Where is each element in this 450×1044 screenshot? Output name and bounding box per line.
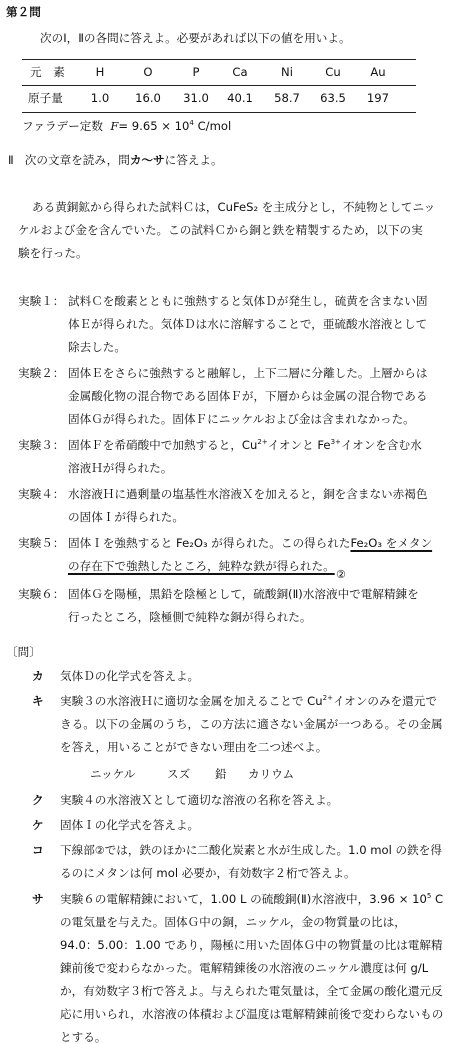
atomic-mass-cell: 1.0 [90,91,110,105]
exp6-label: 実験６： [18,587,65,601]
table-row-label-mass: 原子量 [28,91,63,105]
exp4-line: 水溶液Ｈに過剰量の塩基性水溶液Ｘを加えると，銅を含まない赤褐色 [68,487,428,501]
element-symbol-cell: O [143,65,153,79]
question-sa-line: とする。 [60,1030,107,1044]
section-heading [8,155,223,167]
question-ko-line2: るのにメタンは何 mol 必要か，有効数字２桁で答えよ。 [60,866,356,880]
question-sa-line: 94.0：5.00：1.00 であり，陽極に用いた固体Ｇ中の物質量の比は電解精 [60,938,443,952]
exp1-line: 試料Ｃを酸素とともに強熱すると気体Ｄが発生し，硫黄を含まない固 [68,294,428,308]
section-text-post: に答えよ。 [164,153,223,167]
exp1-line: 除去した。 [68,340,126,354]
exp5-text: 固体Ｉを強熱すると Fe₂O₃ が得られた。この得られた [68,536,351,550]
question-ke-text: 固体Ｉの化学式を答えよ。 [60,818,200,832]
element-symbol-cell: Ca [232,65,248,79]
exp6-line: 固体Ｇを陽極，黒鉛を陰極として，硫酸銅(Ⅱ)水溶液中で電解精錬を [68,587,419,601]
table-rule-top [22,59,416,60]
exp3-text: イオンを含む水 [340,438,422,452]
faraday-exponent: 4 [189,119,194,127]
question-ki-text: イオンのみを還元で [332,694,437,708]
exp4-label: 実験４： [18,487,65,501]
underline-reference-2: ② [94,844,105,857]
exp1-label: 実験１： [18,294,65,308]
question-ko-line1 [60,845,442,857]
intro-text: 次のⅠ，Ⅱの各問に答えよ。必要があれば以下の値を用いよ。 [40,31,351,45]
exp2-line: 金属酸化物の混合物である固体Ｆが，下層からは金属の混合物である [68,389,428,403]
exp5-line1 [68,538,432,550]
exp1-line: 体Ｅが得られた。気体Ｄは水に溶解することで，亜硫酸水溶液として [68,317,428,331]
question-ki-line3: を答え，用いることができない理由を二つ述べよ。 [60,740,328,754]
question-sa-text: C [431,892,444,906]
element-symbol-cell: P [192,65,200,79]
exp2-line: 固体Ｅをさらに強熱すると融解し，上下二層に分離した。上層からは [68,366,428,380]
question-sa-line: の電気量を与えた。固体Ｇ中の銅，ニッケル，金の物質量の比は， [60,915,406,929]
question-ka-text: 気体Ｄの化学式を答えよ。 [60,669,200,683]
faraday-unit: C/mol [193,119,232,133]
question-ki-label: キ [32,694,44,708]
exp3-line1 [68,440,422,452]
atomic-mass-cell: 40.1 [227,91,253,105]
atomic-mass-cell: 31.0 [183,91,209,105]
questions-header: 〔問〕 [6,645,41,659]
element-symbol-cell: Ni [281,65,293,79]
question-ko-text: では，鉄のほかに二酸化炭素と水が生成した。1.0 mol の鉄を得 [104,843,442,857]
faraday-label: ファラデー定数 [22,119,103,133]
question-ki-line2: きる。以下の金属のうち，この方法に適さない金属が一つある。その金属 [60,717,443,731]
metal-option-potassium: カリウム [248,767,295,781]
section-question-range: カ～サ [129,153,165,167]
exp5-label: 実験５： [18,536,65,550]
exp2-line: 固体Ｇが得られた。固体Ｆにニッケルおよび金は含まれなかった。 [68,412,415,426]
metal-option-nickel: ニッケル [90,767,136,781]
metal-option-lead: 鉛 [215,767,227,781]
question-sa-line: 応に用いられ，水溶液の体積および温度は電解精錬前後で変わらないもの [60,1007,444,1021]
faraday-value: = 9.65 × 10 [118,119,190,133]
exponent-superscript: 5 [426,892,432,900]
faraday-constant [22,121,231,133]
charge-superscript: 3+ [330,438,341,446]
atomic-mass-cell: 58.7 [274,91,300,105]
charge-superscript: 2+ [257,438,268,446]
section-text-pre: 次の文章を読み，問 [24,153,130,167]
exp3-line2: 溶液Ｈが得られた。 [68,461,173,475]
question-ku-text: 実験４の水溶液Ｘとして適切な溶液の名称を答えよ。 [60,793,339,807]
question-sa-line1 [60,894,443,906]
question-sa-line: 錬前後で変わらなかった。電解精錬後の水溶液のニッケル濃度は何 g/L [60,961,429,975]
atomic-mass-cell: 63.5 [320,91,346,105]
problem-title: 第２問 [6,5,41,19]
element-symbol-cell: Au [370,65,386,79]
element-symbol-cell: Cu [325,65,341,79]
metal-option-tin: スズ [167,767,191,781]
faraday-symbol: F [110,119,119,133]
question-ka-label: カ [32,669,44,683]
exp6-line: 行ったところ，陰極側で純粋な銅が得られた。 [68,610,312,624]
underlined-text: Fe₂O₃ をメタン [350,536,433,550]
exp3-text: 固体Ｆを希硝酸中で加熱すると，Cu [68,438,258,452]
exp2-label: 実験２： [18,366,65,380]
question-ko-label: コ [32,843,44,857]
charge-superscript: 2+ [322,694,333,702]
question-ki-line1 [60,696,437,708]
para-line: ある黄銅鉱から得られた試料Ｃは，CuFeS₂ を主成分とし，不純物としてニッ [32,200,436,214]
underlined-text: の存在下で強熱したところ，純粋な鉄が得られた。 [68,559,335,573]
exp4-line: の固体Ｉが得られた。 [68,510,184,524]
question-sa-text: 実験６の電解精錬において，1.00 L の硫酸銅(Ⅱ)水溶液中，3.96 × 10 [60,892,427,906]
para-line: ケルおよび金を含んでいた。この試料Ｃから銅と鉄を精製するため，以下の実 [18,223,423,237]
section-number: Ⅱ [8,153,14,167]
exp3-label: 実験３： [18,438,65,452]
question-ku-label: ク [32,793,44,807]
table-row-label-element: 元 素 [30,65,65,79]
exp5-line2 [68,561,335,573]
question-ki-text: 実験３の水溶液Ｈに適切な金属を加えることで Cu [60,694,323,708]
question-ke-label: ケ [32,818,44,832]
exp3-text: イオンと Fe [267,438,331,452]
atomic-mass-cell: 197 [366,91,390,105]
question-sa-label: サ [32,892,44,906]
para-line: 験を行った。 [18,246,88,260]
underline-marker-2: ② [336,568,346,581]
question-sa-line: か，有効数字３桁で答えよ。与えられた電気量は，全て金属の酸化還元反 [60,984,443,998]
atomic-mass-cell: 16.0 [135,91,161,105]
question-ko-text: 下線部 [60,843,95,857]
table-rule-bottom [22,112,416,113]
element-symbol-cell: H [95,65,105,79]
table-rule-mid [22,85,416,86]
